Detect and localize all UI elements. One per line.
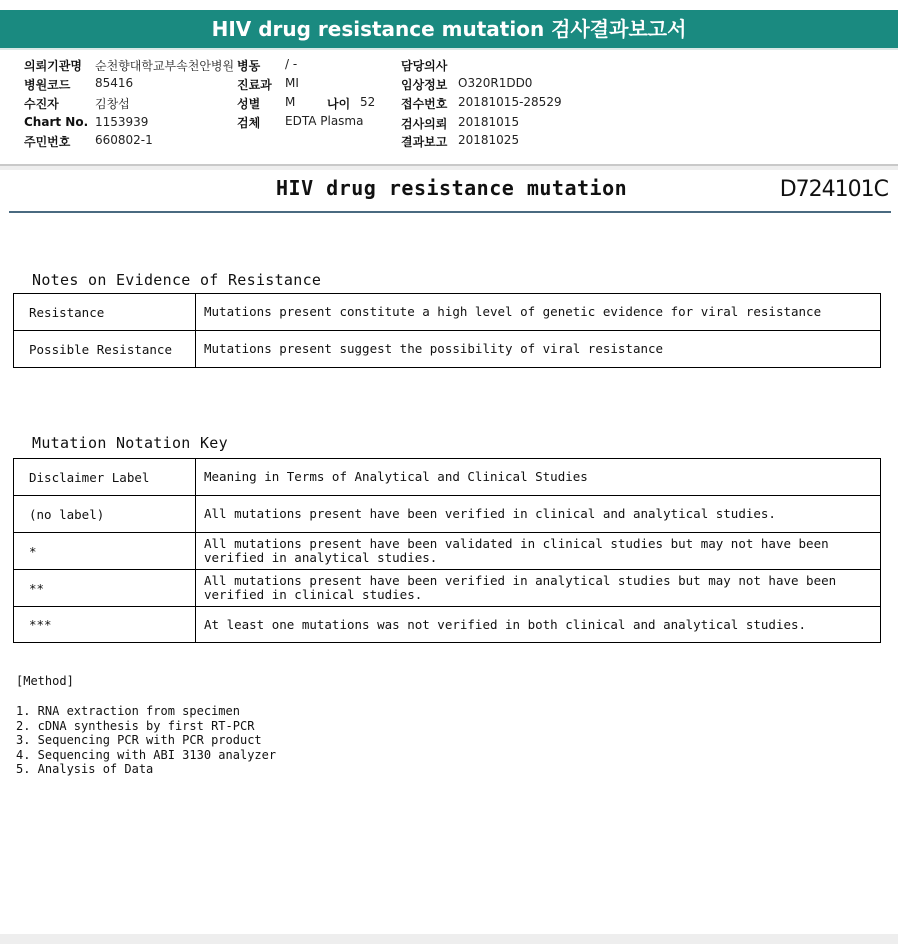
notation-heading: Mutation Notation Key: [32, 434, 228, 452]
method-steps-list: [16, 704, 276, 777]
notation-label-cell: ***: [14, 607, 196, 643]
method-step: 5. Analysis of Data: [16, 762, 154, 777]
department-label: 진료과: [237, 78, 272, 92]
age-label: 나이: [327, 97, 351, 111]
resident-id-label: 주민번호: [24, 135, 71, 149]
report-title-divider: [9, 211, 891, 213]
notation-meaning-cell: Meaning in Terms of Analytical and Clinical Studies: [196, 459, 881, 496]
method-heading: [Method]: [16, 674, 74, 688]
patient-info-block: [0, 54, 898, 164]
institution-label: 의뢰기관명: [24, 59, 82, 73]
method-step: 2. cDNA synthesis by first RT-PCR: [16, 718, 255, 733]
notation-label-cell: **: [14, 570, 196, 607]
evidence-label-cell: Resistance: [14, 294, 196, 331]
method-step: 4. Sequencing with ABI 3130 analyzer: [16, 747, 277, 762]
clinical-info-value: O320R1DD0: [458, 76, 533, 90]
evidence-meaning-cell: Mutations present suggest the possibility of viral resistance: [196, 331, 881, 368]
report-date-value: 20181025: [458, 133, 520, 147]
notation-table: [13, 458, 881, 643]
evidence-row: [14, 294, 881, 331]
receipt-no-label: 접수번호: [401, 97, 448, 111]
request-date-value: 20181015: [458, 115, 520, 129]
doctor-label: 담당의사: [401, 59, 448, 73]
request-date-label: 검사의뢰: [401, 117, 448, 131]
method-step: 1. RNA extraction from specimen: [16, 704, 240, 718]
notation-label-cell: *: [14, 533, 196, 570]
evidence-meaning-cell: Mutations present constitute a high level of genetic evidence for viral resistance: [196, 294, 881, 331]
sex-value: M: [285, 95, 296, 109]
evidence-table: [13, 293, 881, 368]
ward-value: / -: [285, 57, 298, 71]
notation-meaning-cell: All mutations present have been verified in analytical studies but may not have been verified in clinical studies.: [196, 570, 881, 607]
hospital-code-label: 병원코드: [24, 78, 71, 92]
notation-row: [14, 459, 881, 496]
chart-no-value: 1153939: [95, 115, 149, 129]
age-value: 52: [360, 95, 376, 109]
report-title-bar: [0, 10, 898, 48]
clinical-info-label: 임상정보: [401, 78, 448, 92]
notation-row: [14, 496, 881, 533]
report-test-title: HIV drug resistance mutation: [276, 176, 628, 200]
department-value: MI: [285, 76, 299, 90]
report-header-title: HIV drug resistance mutation 검사결과보고서: [211, 17, 687, 41]
chart-no-label: Chart No.: [24, 115, 89, 129]
patient-name-value: 김창섭: [95, 97, 130, 111]
info-separator-shadow: [0, 166, 898, 170]
sex-label: 성별: [237, 97, 261, 111]
specimen-value: EDTA Plasma: [285, 114, 364, 128]
ward-label: 병동: [237, 59, 261, 73]
evidence-label-cell: Possible Resistance: [14, 331, 196, 368]
specimen-label: 검체: [237, 116, 261, 130]
notation-label-cell: Disclaimer Label: [14, 459, 196, 496]
evidence-heading: Notes on Evidence of Resistance: [32, 271, 322, 289]
notation-row: [14, 533, 881, 570]
report-date-label: 결과보고: [401, 135, 448, 149]
method-step: 3. Sequencing PCR with PCR product: [16, 733, 262, 748]
notation-label-cell: (no label): [14, 496, 196, 533]
receipt-no-value: 20181015-28529: [458, 95, 562, 109]
resident-id-value: 660802-1: [95, 133, 153, 147]
hospital-code-value: 85416: [95, 76, 134, 90]
page-bottom-bar: [0, 934, 898, 944]
notation-row: [14, 570, 881, 607]
institution-value: 순천향대학교부속천안병원: [95, 59, 235, 73]
report-code: D724101C: [779, 177, 888, 202]
evidence-row: [14, 331, 881, 368]
notation-meaning-cell: At least one mutations was not verified in both clinical and analytical studies.: [196, 607, 881, 643]
notation-meaning-cell: All mutations present have been verified in clinical and analytical studies.: [196, 496, 881, 533]
notation-row: [14, 607, 881, 643]
notation-meaning-cell: All mutations present have been validated in clinical studies but may not have been verified in analytical studies.: [196, 533, 881, 570]
patient-name-label: 수진자: [24, 97, 59, 111]
title-underline: [0, 48, 898, 50]
